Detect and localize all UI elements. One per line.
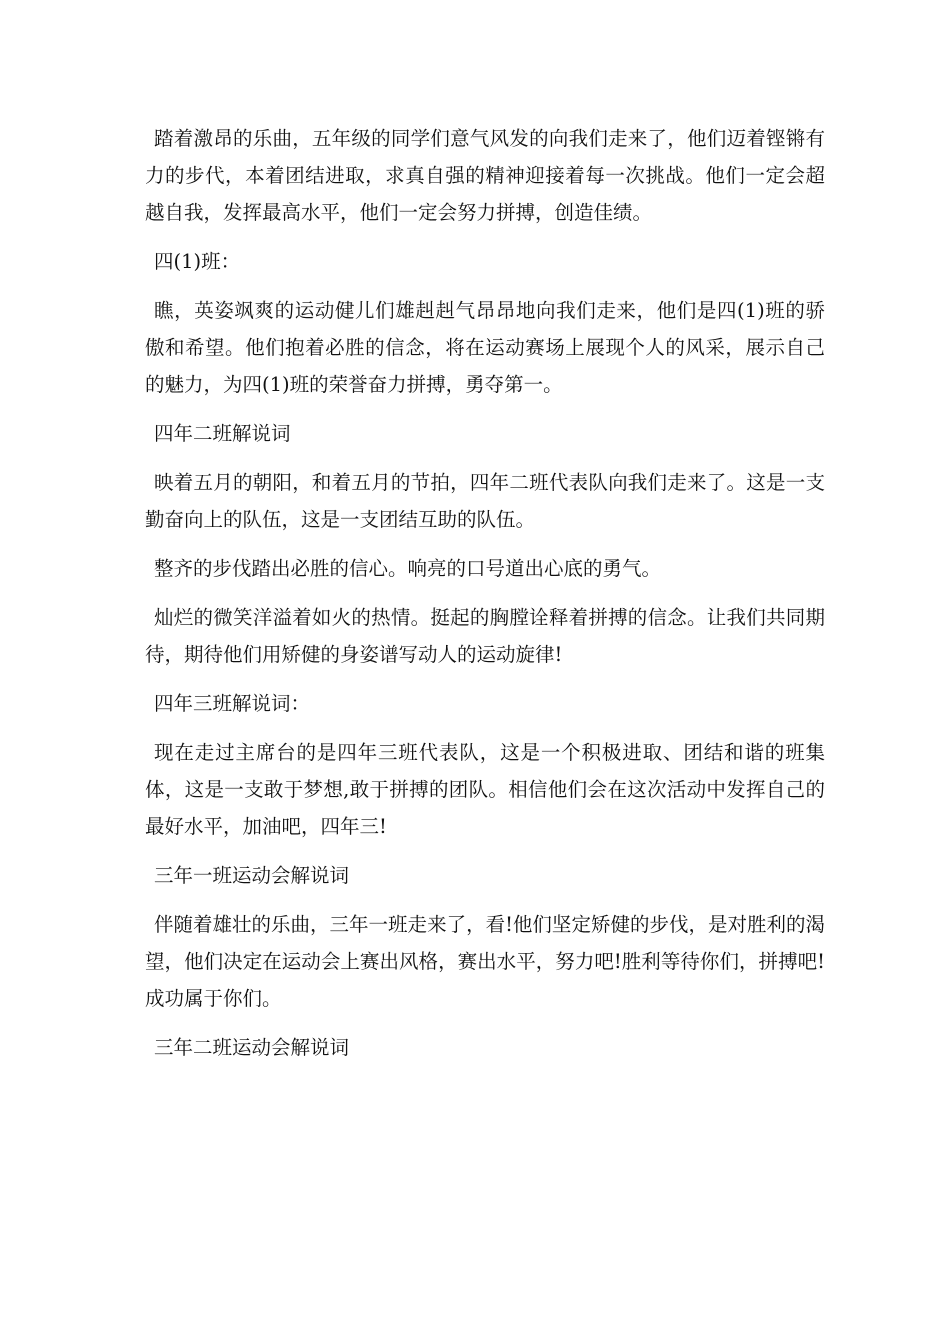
paragraph-class-3-1: 伴随着雄壮的乐曲，三年一班走来了，看!他们坚定矫健的步伐，是对胜利的渴望，他们决定在运动会上赛出风格，赛出水平，努力吧!胜利等待你们，拼搏吧!成功属于你们。 — [145, 913, 825, 1010]
heading-class-3-1: 三年一班运动会解说词 — [154, 864, 350, 887]
heading-class-4-2: 四年二班解说词 — [154, 422, 291, 445]
heading-class-4-3: 四年三班解说词： — [154, 692, 311, 715]
paragraph-class-4-3: 现在走过主席台的是四年三班代表队，这是一个积极进取、团结和谐的班集体，这是一支敢于梦想,敢于拼搏的团队。相信他们会在这次活动中发挥自己的最好水平，加油吧，四年三! — [145, 741, 825, 838]
paragraph-class-4-2-pace: 整齐的步伐踏出必胜的信心。响亮的口号道出心底的勇气。 — [154, 557, 662, 580]
heading-class-3-2: 三年二班运动会解说词 — [154, 1036, 350, 1059]
paragraph-class-4-1: 瞧，英姿飒爽的运动健儿们雄赳赳气昂昂地向我们走来，他们是四(1)班的骄傲和希望。他们抱着必胜的信念，将在运动赛场上展现个人的风采，展示自己的魅力，为四(1)班的荣誉奋力拼搏，勇夺第一。 — [145, 299, 825, 396]
paragraph-class-4-2-intro: 映着五月的朝阳，和着五月的节拍，四年二班代表队向我们走来了。这是一支勤奋向上的队伍，这是一支团结互助的队伍。 — [145, 471, 825, 531]
document-body — [145, 120, 825, 1078]
heading-class-4-1: 四(1)班： — [154, 250, 241, 273]
paragraph-grade5-intro: 踏着激昂的乐曲，五年级的同学们意气风发的向我们走来了，他们迈着铿锵有力的步代，本着团结进取，求真自强的精神迎接着每一次挑战。他们一定会超越自我，发挥最高水平，他们一定会努力拼搏，创造佳绩。 — [145, 127, 825, 224]
paragraph-class-4-2-smile: 灿烂的微笑洋溢着如火的热情。挺起的胸膛诠释着拼搏的信念。让我们共同期待，期待他们用矫健的身姿谱写动人的运动旋律! — [145, 606, 825, 666]
